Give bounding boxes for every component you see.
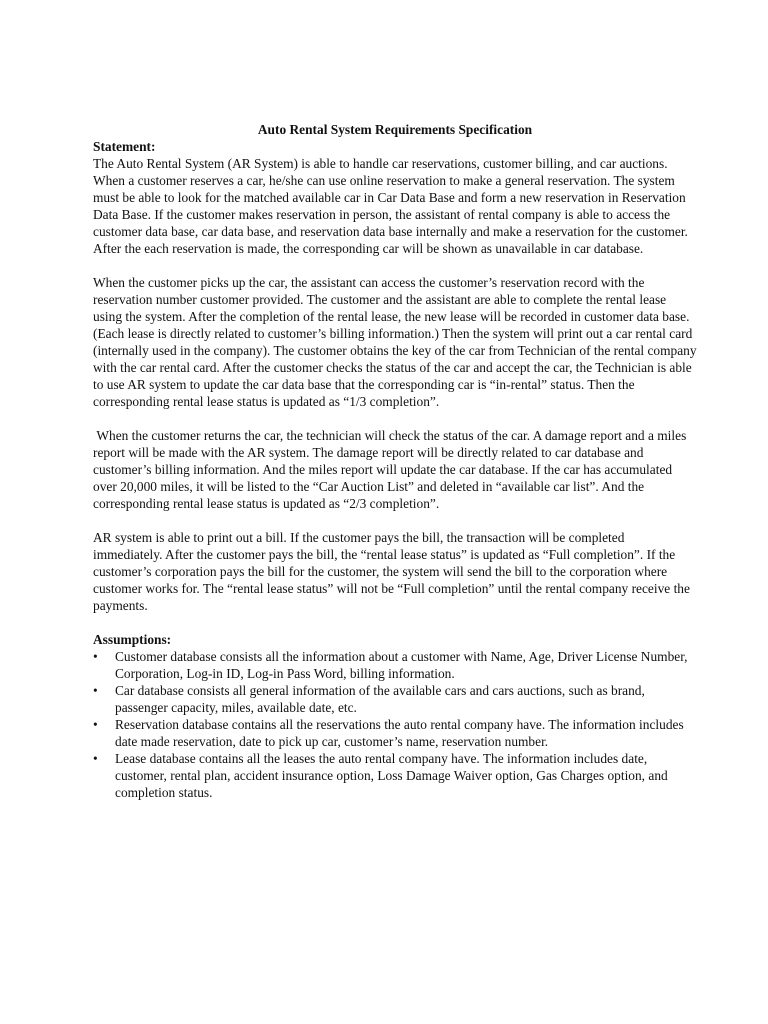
statement-paragraph-4: AR system is able to print out a bill. If the customer pays the bill, the transaction will be completed immediately. After the customer pays the bill, the “rental lease status” is updated as “Full completion”. If the customer’s corporation pays the bill for the customer, the system will send the bill to the corporation where customer works for. The “rental lease status” will not be “Full completion” until the rental company receive the payments.	[93, 530, 690, 613]
list-item	[93, 648, 697, 682]
document-page	[93, 121, 697, 801]
list-item	[93, 682, 697, 716]
list-item	[93, 716, 697, 750]
statement-paragraph-1: The Auto Rental System (AR System) is able to handle car reservations, customer billing, and car auctions. When a customer reserves a car, he/she can use online reservation to make a general reservation. The system must be able to look for the matched available car in Car Data Base and form a new reservation in Reservation Data Base. If the customer makes reservation in person, the assistant of rental company is able to access the customer data base, car data base, and reservation data base internally and make a reservation for the customer. After the each reservation is made, the corresponding car will be shown as unavailable in car database.	[93, 156, 688, 256]
statement-paragraph-3: When the customer returns the car, the technician will check the status of the car. A damage report and a miles report will be made with the AR system. The damage report will be directly related to car database and customer’s billing information. And the miles report will update the car database. If the car has accumulated over 20,000 miles, it will be listed to the “Car Auction List” and deleted in “available car list”. And the corresponding rental lease status is updated as “2/3 completion”.	[93, 428, 690, 511]
assumption-text: Reservation database contains all the reservations the auto rental company have. The information includes date made reservation, date to pick up car, customer’s name, reservation number.	[115, 717, 684, 749]
bullet-icon: •	[93, 649, 98, 664]
bullet-icon: •	[93, 751, 98, 766]
assumption-text: Customer database consists all the information about a customer with Name, Age, Driver License Number, Corporation, Log-in ID, Log-in Pass Word, billing information.	[115, 649, 688, 681]
assumption-text: Car database consists all general information of the available cars and cars auctions, such as brand, passenger capacity, miles, available date, etc.	[115, 683, 645, 715]
bullet-icon: •	[93, 717, 98, 732]
assumptions-list	[93, 648, 697, 801]
document-title: Auto Rental System Requirements Specification	[257, 122, 533, 137]
statement-heading: Statement:	[93, 139, 156, 154]
assumptions-heading: Assumptions:	[93, 632, 172, 647]
assumption-text: Lease database contains all the leases the auto rental company have. The information includes date, customer, rental plan, accident insurance option, Loss Damage Waiver option, Gas Charges option, and completion status.	[115, 751, 668, 800]
statement-paragraph-2: When the customer picks up the car, the assistant can access the customer’s reservation record with the reservation number customer provided. The customer and the assistant are able to complete the rental lease using the system. After the completion of the rental lease, the new lease will be recorded in customer data base. (Each lease is directly related to customer’s billing information.) Then the system will print out a car rental card (internally used in the company). The customer obtains the key of the car from Technician of the rental company with the car rental card. After the customer checks the status of the car and accept the car, the Technician is able to use AR system to update the car data base that the corresponding car is “in-rental” status. Then the corresponding rental lease status is updated as “1/3 completion”.	[93, 275, 697, 409]
bullet-icon: •	[93, 683, 98, 698]
list-item	[93, 750, 697, 801]
